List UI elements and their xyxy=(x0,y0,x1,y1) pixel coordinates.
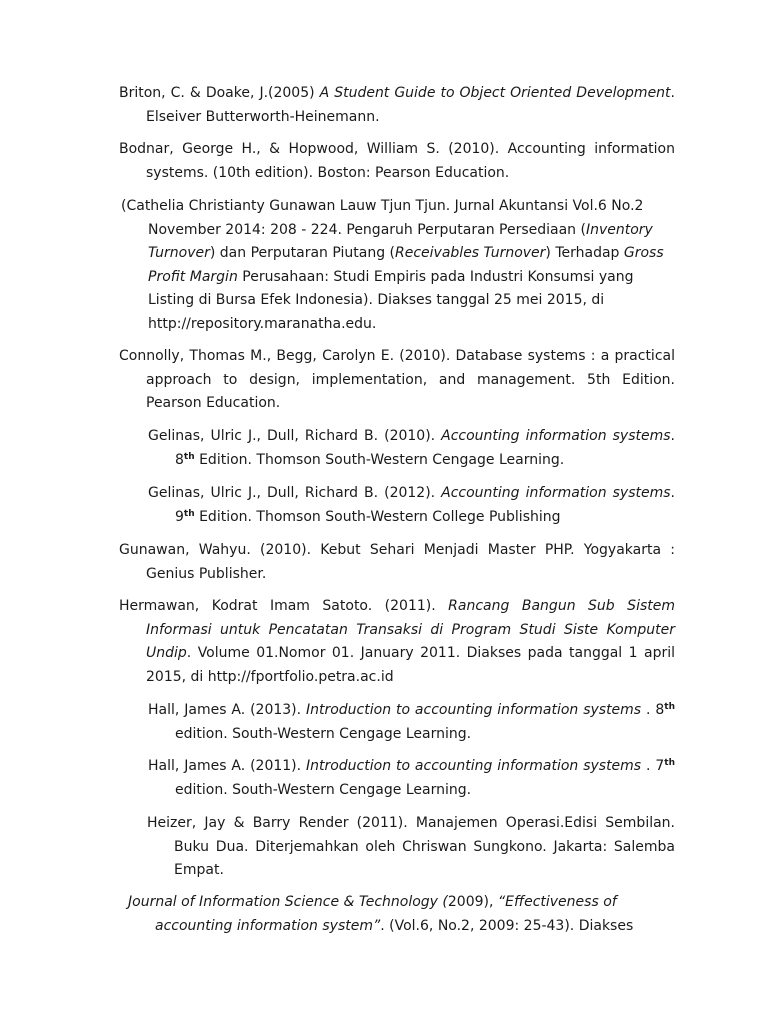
reference-briton xyxy=(119,82,675,129)
ordinal-suffix: th xyxy=(664,702,675,712)
reference-bodnar xyxy=(119,138,675,185)
citation-text: Heizer, Jay & Barry Render (2011). Manajemen Operasi.Edisi Sembilan. Buku Dua. Diterjemahkan oleh Chriswan Sungkono. Jakarta: Salemba Empat. xyxy=(147,815,675,878)
italic-title-text: Introduction to accounting information systems xyxy=(305,702,642,718)
citation-text: Hall, James A. (2013). xyxy=(148,702,306,718)
italic-title-text: Introduction to accounting information systems xyxy=(305,758,642,774)
citation-text: . 7 xyxy=(641,758,665,774)
citation-text: . 8 xyxy=(175,428,675,468)
ordinal-suffix: th xyxy=(183,508,195,519)
italic-title-text: Gross Profit Margin xyxy=(148,245,664,285)
citation-text: ) dan Perputaran Piutang ( xyxy=(209,245,396,261)
italic-title-text: Receivables Turnover xyxy=(395,245,546,261)
citation-text: . 8 xyxy=(641,702,665,718)
citation-text: Edition. Thomson South-Western Cengage Learning. xyxy=(194,451,565,468)
citation-text: edition. South-Western Cengage Learning. xyxy=(175,725,472,742)
italic-title-text: Accounting information systems xyxy=(441,428,671,444)
reference-heizer xyxy=(147,812,675,883)
citation-text: Gelinas, Ulric J., Dull, Richard B. (2010). xyxy=(148,428,442,444)
citation-text: Hall, James A. (2011). xyxy=(148,758,306,774)
citation-text: Connolly, Thomas M., Begg, Carolyn E. (2010). Database systems : a practical approach to design, implementation, and management. 5th Edition. Pearson Education. xyxy=(119,348,675,411)
italic-title-text: Inventory Turnover xyxy=(148,221,653,261)
citation-text: Perusahaan: Studi Empiris pada Industri Konsumsi yang Listing di Bursa Efek Indonesia). Diakses tanggal 25 mei 2015, di http://repository.maranatha.edu. xyxy=(148,268,634,332)
reference-gelinas-2012 xyxy=(148,482,675,529)
ordinal-suffix: th xyxy=(183,451,195,462)
citation-text: . Elseiver Butterworth-Heinemann. xyxy=(146,85,675,125)
italic-title-text: Accounting information systems xyxy=(441,485,671,501)
italic-title-text: Rancang Bangun Sub Sistem Informasi untuk Pencatatan Transaksi di Program Studi Siste Komputer Undip xyxy=(146,598,675,661)
citation-text: edition. South-Western Cengage Learning. xyxy=(175,781,472,798)
italic-title-text: A Student Guide to Object Oriented Development xyxy=(319,85,671,101)
citation-text: ) Terhadap xyxy=(545,245,624,261)
reference-journal xyxy=(128,891,675,938)
citation-text: Hermawan, Kodrat Imam Satoto. (2011). xyxy=(119,598,449,614)
reference-hall-2013 xyxy=(148,699,675,746)
reference-hermawan xyxy=(119,595,675,689)
reference-connolly xyxy=(119,345,675,416)
citation-text: . Volume 01.Nomor 01. January 2011. Diakses pada tanggal 1 april 2015, di http://fportfolio.petra.ac.id xyxy=(146,645,675,685)
citation-text: (Cathelia Christianty Gunawan Lauw Tjun Tjun. Jurnal Akuntansi Vol.6 No.2 November 2014: 208 - 224. Pengaruh Perputaran Persediaan ( xyxy=(121,198,644,238)
citation-text: . (Vol.6, No.2, 2009: 25-43). Diakses xyxy=(380,917,634,934)
ordinal-suffix: th xyxy=(664,758,675,768)
citation-text: Gelinas, Ulric J., Dull, Richard B. (2012). xyxy=(148,485,442,501)
citation-text: Bodnar, George H., & Hopwood, William S. (2010). Accounting information systems. (10th edition). Boston: Pearson Education. xyxy=(119,141,675,181)
reference-hall-2011 xyxy=(148,755,675,802)
citation-text: Edition. Thomson South-Western College Publishing xyxy=(194,508,561,525)
citation-text: Gunawan, Wahyu. (2010). Kebut Sehari Menjadi Master PHP. Yogyakarta : Genius Publisher. xyxy=(119,542,675,582)
citation-text: . 9 xyxy=(175,485,675,525)
citation-text: 2009), xyxy=(447,894,498,910)
italic-title-text: Journal of Information Science & Technology ( xyxy=(128,894,448,910)
italic-title-text: “Effectiveness of accounting information system” xyxy=(155,894,617,934)
reference-cathelia xyxy=(121,195,673,336)
reference-gunawan xyxy=(119,539,675,586)
reference-gelinas-2010 xyxy=(148,425,675,472)
citation-text: Briton, C. & Doake, J.(2005) xyxy=(119,85,320,101)
